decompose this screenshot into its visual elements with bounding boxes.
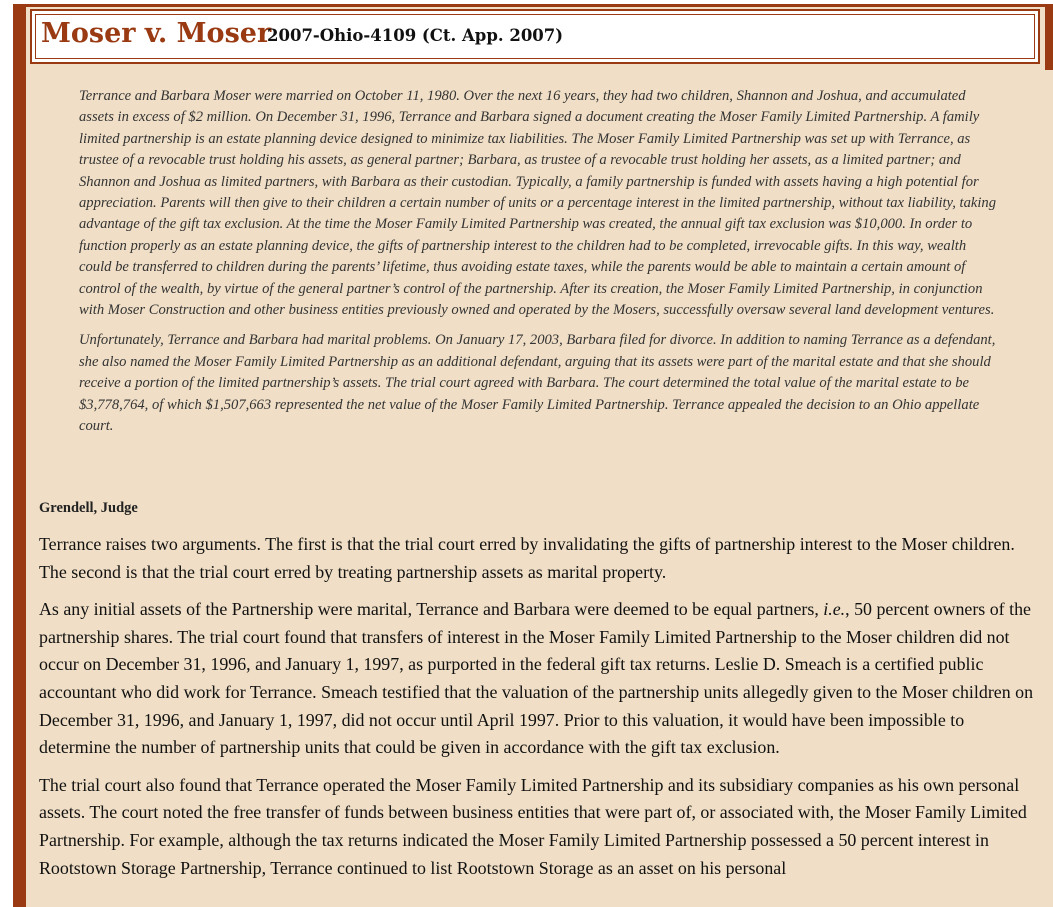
opinion-paragraph: The trial court also found that Terrance operated the Moser Family Limited Partnership and its subsidiary companies as his own personal assets. The court noted the free transfer of funds between business entities that were part of, or associated with, the Moser Family Limited Partnership. For example, although the tax returns indicated the Moser Family Limited Partnership possessed a 50 percent interest in Rootstown Storage Partnership, Terrance continued to list Rootstown Storage as an asset on his personal [39, 774, 1027, 878]
judge-name: Grendell, Judge [39, 500, 138, 516]
title-box [30, 9, 1040, 64]
opinion-text-run: , 50 percent owners of the partnership shares. The trial court found that transfers of interest in the Moser Family Limited Partnership to the Moser children did not occur on December 31, 1996, and January 1, 1997, as purported in the federal gift tax returns. Leslie D. Smeach is a certified public accountant who did work for Terrance. Smeach testified that the valuation of the partnership units allegedly given to the Moser children on December 31, 1996, and January 1, 1997, did not occur until April 1997. Prior to this valuation, it would have been impossible to determine the number of partnership units that could be given in accordance with the gift tax exclusion. [39, 599, 1034, 758]
summary-paragraph: Unfortunately, Terrance and Barbara had marital problems. On January 17, 2003, Barbara filed for divorce. In addition to naming Terrance as a defendant, she also named the Moser Family Limited Partnership as an additional defendant, arguing that its assets were part of the marital estate and that she should receive a portion of the limited partnership’s assets. The trial court agreed with Barbara. The court determined the total value of the marital estate to be $3,778,764, of which $1,507,663 represented the net value of the Moser Family Limited Partnership. Terrance appealed the decision to an Ohio appellate court. [79, 332, 996, 435]
opinion-text-run: As any initial assets of the Partnership were marital, Terrance and Barbara were deemed to be equal partners, [39, 599, 824, 620]
right-border [1045, 4, 1053, 70]
case-summary [79, 86, 1001, 447]
case-name: Moser v. Moser [41, 18, 272, 49]
opinion-text [39, 531, 1039, 892]
opinion-italic-abbrev: i.e. [823, 599, 846, 620]
case-page [13, 4, 1053, 907]
summary-paragraph: Terrance and Barbara Moser were married on October 11, 1980. Over the next 16 years, they had two children, Shannon and Joshua, and accumulated assets in excess of $2 million. On December 31, 1996, Terrance and Barbara signed a document creating the Moser Family Limited Partnership. A family limited partnership is an estate planning device designed to minimize tax liabilities. The Moser Family Limited Partnership was set up with Terrance, as trustee of a revocable trust holding his assets, as general partner; Barbara, as trustee of a revocable trust holding her assets, as a limited partner; and Shannon and Joshua as limited partners, with Barbara as their custodian. Typically, a family partnership is funded with assets having a high potential for appreciation. Parents will then give to their children a certain number of units or a percentage interest in the limited partnership, without tax liability, taking advantage of the gift tax exclusion. At the time the Moser Family Limited Partnership was created, the annual gift tax exclusion was $10,000. In order to function properly as an estate planning device, the gifts of partnership interest to the children had to be completed, irrevocable gifts. In this way, wealth could be transferred to children during the parents’ lifetime, thus avoiding estate taxes, while the parents would be able to maintain a certain amount of control of the wealth, by virtue of the general partner’s control of the partnership. After its creation, the Moser Family Limited Partnership, in conjunction with Moser Construction and other business entities previously owned and operated by the Mosers, successfully oversaw several land development ventures. [79, 88, 996, 319]
opinion-paragraph: Terrance raises two arguments. The first is that the trial court erred by invalidating the gifts of partnership interest to the Moser children. The second is that the trial court erred by treating partnership assets as marital property. [39, 534, 1015, 582]
top-border [26, 4, 1053, 7]
case-citation: 2007-Ohio-4109 (Ct. App. 2007) [267, 26, 564, 45]
opinion-paragraph [39, 596, 1039, 762]
